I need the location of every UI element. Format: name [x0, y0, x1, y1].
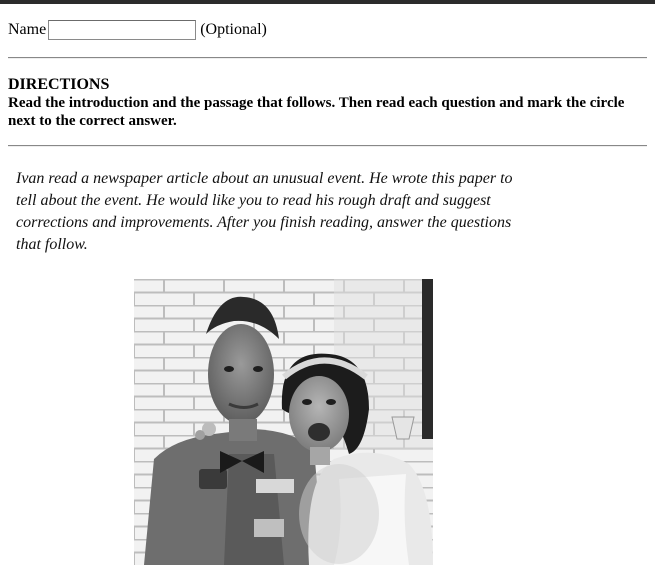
passage-photo — [134, 279, 433, 565]
directions-text: Read the introduction and the passage that follows. Then read each question and mark the circle next to the correct answer. — [8, 95, 625, 129]
directions-title: DIRECTIONS — [8, 76, 110, 93]
divider-bottom — [8, 145, 647, 147]
intro-paragraph: Ivan read a newspaper article about an unusual event. He wrote this paper to tell about the event. He would like you to read his rough draft and suggest corrections and improvements. After you finish reading, answer the questions that follow. — [16, 170, 513, 253]
optional-label: (Optional) — [200, 21, 267, 38]
name-input[interactable] — [48, 20, 196, 40]
photo-image — [134, 279, 433, 565]
divider-top — [8, 57, 647, 59]
name-row — [8, 18, 267, 42]
directions-block — [8, 76, 638, 130]
name-label: Name — [8, 21, 47, 38]
top-border-bar — [0, 0, 655, 4]
